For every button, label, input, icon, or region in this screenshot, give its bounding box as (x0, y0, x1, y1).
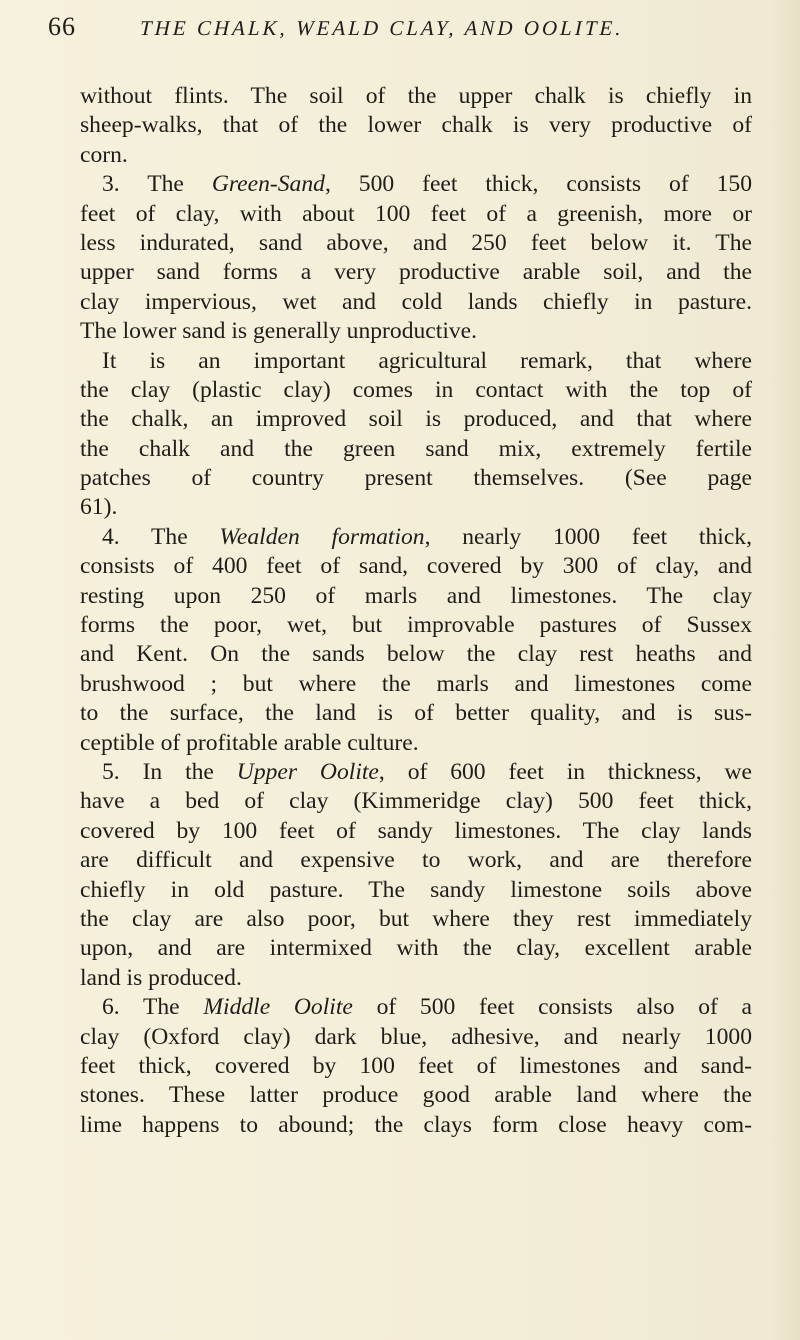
page-header (48, 8, 748, 48)
text-line: and Kent. On the sands below the clay rest heaths and (80, 641, 752, 668)
text-line: covered by 100 feet of sandy limestones. The clay lands (80, 817, 752, 844)
text-line: corn. (80, 141, 128, 168)
text-line: patches of country present themselves. (See page (80, 465, 752, 492)
text-line: upon, and are intermixed with the clay, excellent arable (80, 935, 752, 962)
text-line: upper sand forms a very productive arable soil, and the (80, 259, 752, 286)
text-line: lime happens to abound; the clays form close heavy com- (80, 1111, 752, 1138)
text-line: have a bed of clay (Kimmeridge clay) 500 feet thick, (80, 788, 752, 815)
text-line: resting upon 250 of marls and limestones. The clay (80, 582, 752, 609)
text-line: The lower sand is generally unproductive. (80, 318, 478, 345)
text-line-wealden: 4. The Wealden formation, nearly 1000 feet thick, (102, 523, 752, 550)
text-line-green-sand: 3. The Green-Sand, 500 feet thick, consists of 150 (102, 171, 752, 198)
text-line: are difficult and expensive to work, and are therefore (80, 847, 752, 874)
running-title: THE CHALK, WEALD CLAY, AND OOLITE. (139, 16, 625, 40)
text-line: 61). (80, 494, 118, 521)
italic-term: Green-Sand (211, 171, 325, 198)
text-line: the chalk, an improved soil is produced, and that where (80, 406, 752, 433)
text-line: feet of clay, with about 100 feet of a greenish, more or (80, 200, 752, 227)
italic-term: Upper Oolite (236, 758, 379, 785)
page-number: 66 (48, 12, 76, 41)
text-line: ceptible of profitable arable culture. (80, 729, 419, 756)
text-line: chiefly in old pasture. The sandy limestone soils above (80, 876, 752, 903)
italic-term: Wealden formation (219, 523, 425, 550)
text-line: the chalk and the green sand mix, extremely fertile (80, 435, 752, 462)
text-line: It is an important agricultural remark, that where (102, 347, 752, 374)
body-text (80, 82, 752, 1140)
text-line: stones. These latter produce good arable land where the (80, 1082, 752, 1109)
text-line: brushwood ; but where the marls and limestones come (80, 670, 752, 697)
page-edge-shadow (772, 0, 800, 1340)
text-line: clay (Oxford clay) dark blue, adhesive, and nearly 1000 (80, 1023, 752, 1050)
text-line-middle-oolite: 6. The Middle Oolite of 500 feet consists also of a (102, 994, 753, 1021)
italic-term: Middle Oolite (203, 994, 353, 1021)
text-line: feet thick, covered by 100 feet of limestones and sand- (80, 1052, 752, 1079)
text-line: sheep-walks, that of the lower chalk is very productive of (80, 112, 752, 139)
text-line: the clay are also poor, but where they rest immediately (80, 905, 752, 932)
text-line-upper-oolite: 5. In the Upper Oolite, of 600 feet in thickness, we (102, 758, 752, 785)
text-line: without flints. The soil of the upper chalk is chiefly in (80, 83, 752, 109)
text-line: land is produced. (80, 964, 242, 991)
text-line: the clay (plastic clay) comes in contact with the top of (80, 376, 752, 403)
text-line: clay impervious, wet and cold lands chiefly in pasture. (80, 288, 752, 315)
text-line: consists of 400 feet of sand, covered by 300 of clay, and (80, 553, 752, 580)
text-line: forms the poor, wet, but improvable pastures of Sussex (80, 612, 752, 639)
text-line: to the surface, the land is of better quality, and is sus- (80, 700, 752, 727)
text-line: less indurated, sand above, and 250 feet below it. The (80, 229, 752, 256)
